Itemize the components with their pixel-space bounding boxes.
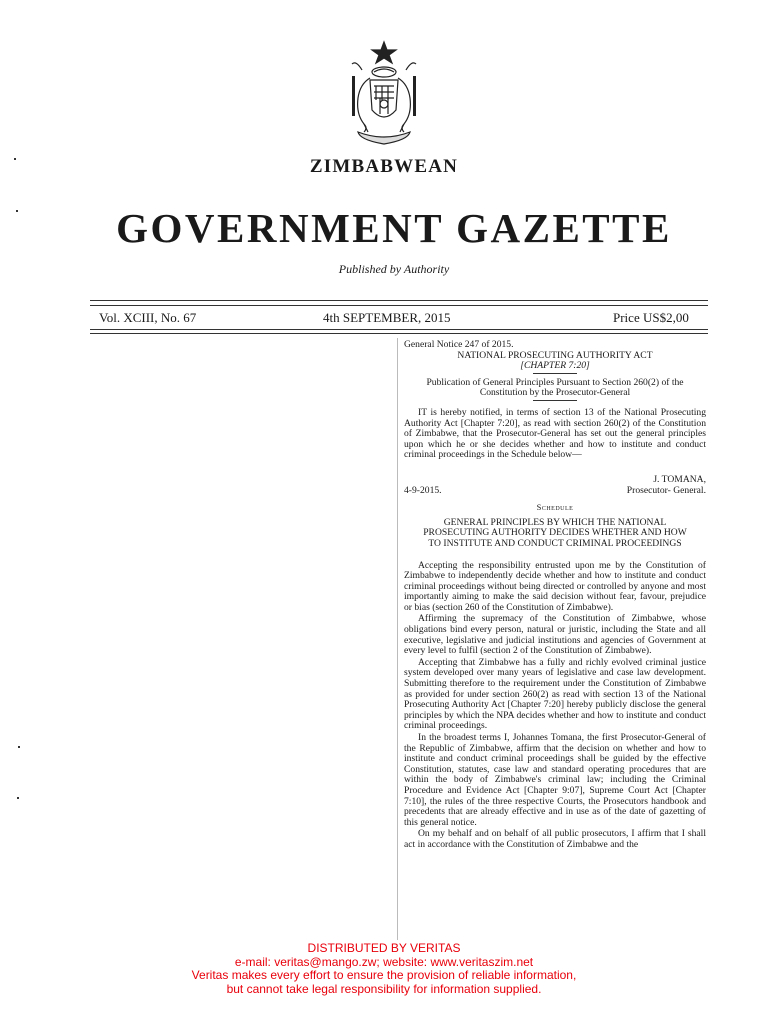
signature-line [404,486,706,497]
scan-speck [18,746,20,748]
scan-speck [14,158,16,160]
footer-distributed-by: DISTRIBUTED BY VERITAS [307,941,461,955]
gazette-title: GOVERNMENT GAZETTE [116,205,672,251]
notice-number: General Notice 247 of 2015. [404,339,514,350]
notice-act-title: NATIONAL PROSECUTING AUTHORITY ACT [457,349,653,361]
masthead-rule-bottom [90,329,708,330]
signatory-name: J. TOMANA, [653,473,706,485]
scan-speck [17,797,19,799]
schedule-paragraph: On my behalf and on behalf of all public prosecutors, I affirm that I shall act in accordance with the Constitution of Zimbabwe and the [404,828,706,850]
issue-date: 4th SEPTEMBER, 2015 [323,310,451,325]
scan-speck [16,210,18,212]
footer-disclaimer-line2: but cannot take legal responsibility for information supplied. [226,981,542,996]
masthead-rule-top-inner [90,305,708,306]
issue-price: Price US$2,00 [613,310,689,325]
coat-of-arms-emblem [334,40,434,152]
gazette-country: ZIMBABWEAN [309,156,459,177]
column-divider [397,338,398,940]
schedule-paragraph: Accepting that Zimbabwe has a fully and richly evolved criminal justice system developed over many years of legislative and case law development. Submitting therefore to the requirement under the Constitution of Zimbabwe as provided for under section 260(2) as read with section 13 of the National Prosecuting Authority Act [Chapter 7:20] hereby publicly disclose the general principles by which the NPA decides whether and how to institute and conduct criminal proceedings. [404,656,706,732]
signature-date: 4-9-2015. [404,484,442,496]
masthead-rule-bottom-inner [90,333,708,334]
veritas-distribution-footer [0,942,768,996]
issue-volume: Vol. XCIII, No. 67 [99,310,197,325]
footer-contact[interactable]: e-mail: veritas@mango.zw; website: www.veritaszim.net [234,954,534,969]
notice-subject: Publication of General Principles Pursuant to Section 260(2) of the Constitution by the Prosecutor-General [426,376,684,399]
schedule-paragraph: Affirming the supremacy of the Constitution of Zimbabwe, whose obligations bind every person, natural or juristic, including the State and all executive, legislative and judicial institutions and agencies of Government at every level to fulfil (section 2 of the Constitution of Zimbabwe). [404,613,706,657]
signatory-title: Prosecutor- General. [626,484,706,496]
masthead-rule-top [90,300,708,301]
schedule-paragraph: Accepting the responsibility entrusted upon me by the Constitution of Zimbabwe to independently decide whether and how to institute and conduct criminal proceedings without being directed or controlled by anyone and most importantly aiming to make the said decision without fear, favour, prejudice or bias (section 260 of the Constitution of Zimbabwe). [404,559,706,613]
divider [533,373,577,374]
notice-chapter: [CHAPTER 7:20] [520,360,590,372]
footer-disclaimer-line1: Veritas makes every effort to ensure the provision of reliable information, [191,968,577,982]
schedule-label: Schedule [536,502,574,513]
schedule-paragraph: In the broadest terms I, Johannes Tomana, the first Prosecutor-General of the Republic of Zimbabwe, affirm that the decision on whether and how to institute and conduct criminal proceedings shall be guided by the effective Constitution, statutes, case law and standard operating procedures that are within the body of Zimbabwe's criminal law; including the Criminal Procedure and Evidence Act [Chapter 9:07], Supreme Court Act [Chapter 7:10], the rules of the three respective Courts, the Prosecutors handbook and precedents that are already effective and in use as of the date of gazetting of this general notice. [404,732,706,828]
gazette-authority-line: Published by Authority [338,262,450,276]
general-notice-column [404,340,706,851]
schedule-title: GENERAL PRINCIPLES BY WHICH THE NATIONAL PROSECUTING AUTHORITY DECIDES WHETHER AND HOW TO INSTITUTE AND CONDUCT CRIMINAL PROCEEDINGS [423,516,687,549]
divider [533,400,577,401]
notice-intro: IT is hereby notified, in terms of section 13 of the National Prosecuting Authority Act [Chapter 7:20], as read with section 260(2) of the Constitution of Zimbabwe, that the Prosecutor-General has set out the general principles upon which he or she decides whether and how to institute and conduct criminal proceedings in the Schedule below— [404,406,706,461]
